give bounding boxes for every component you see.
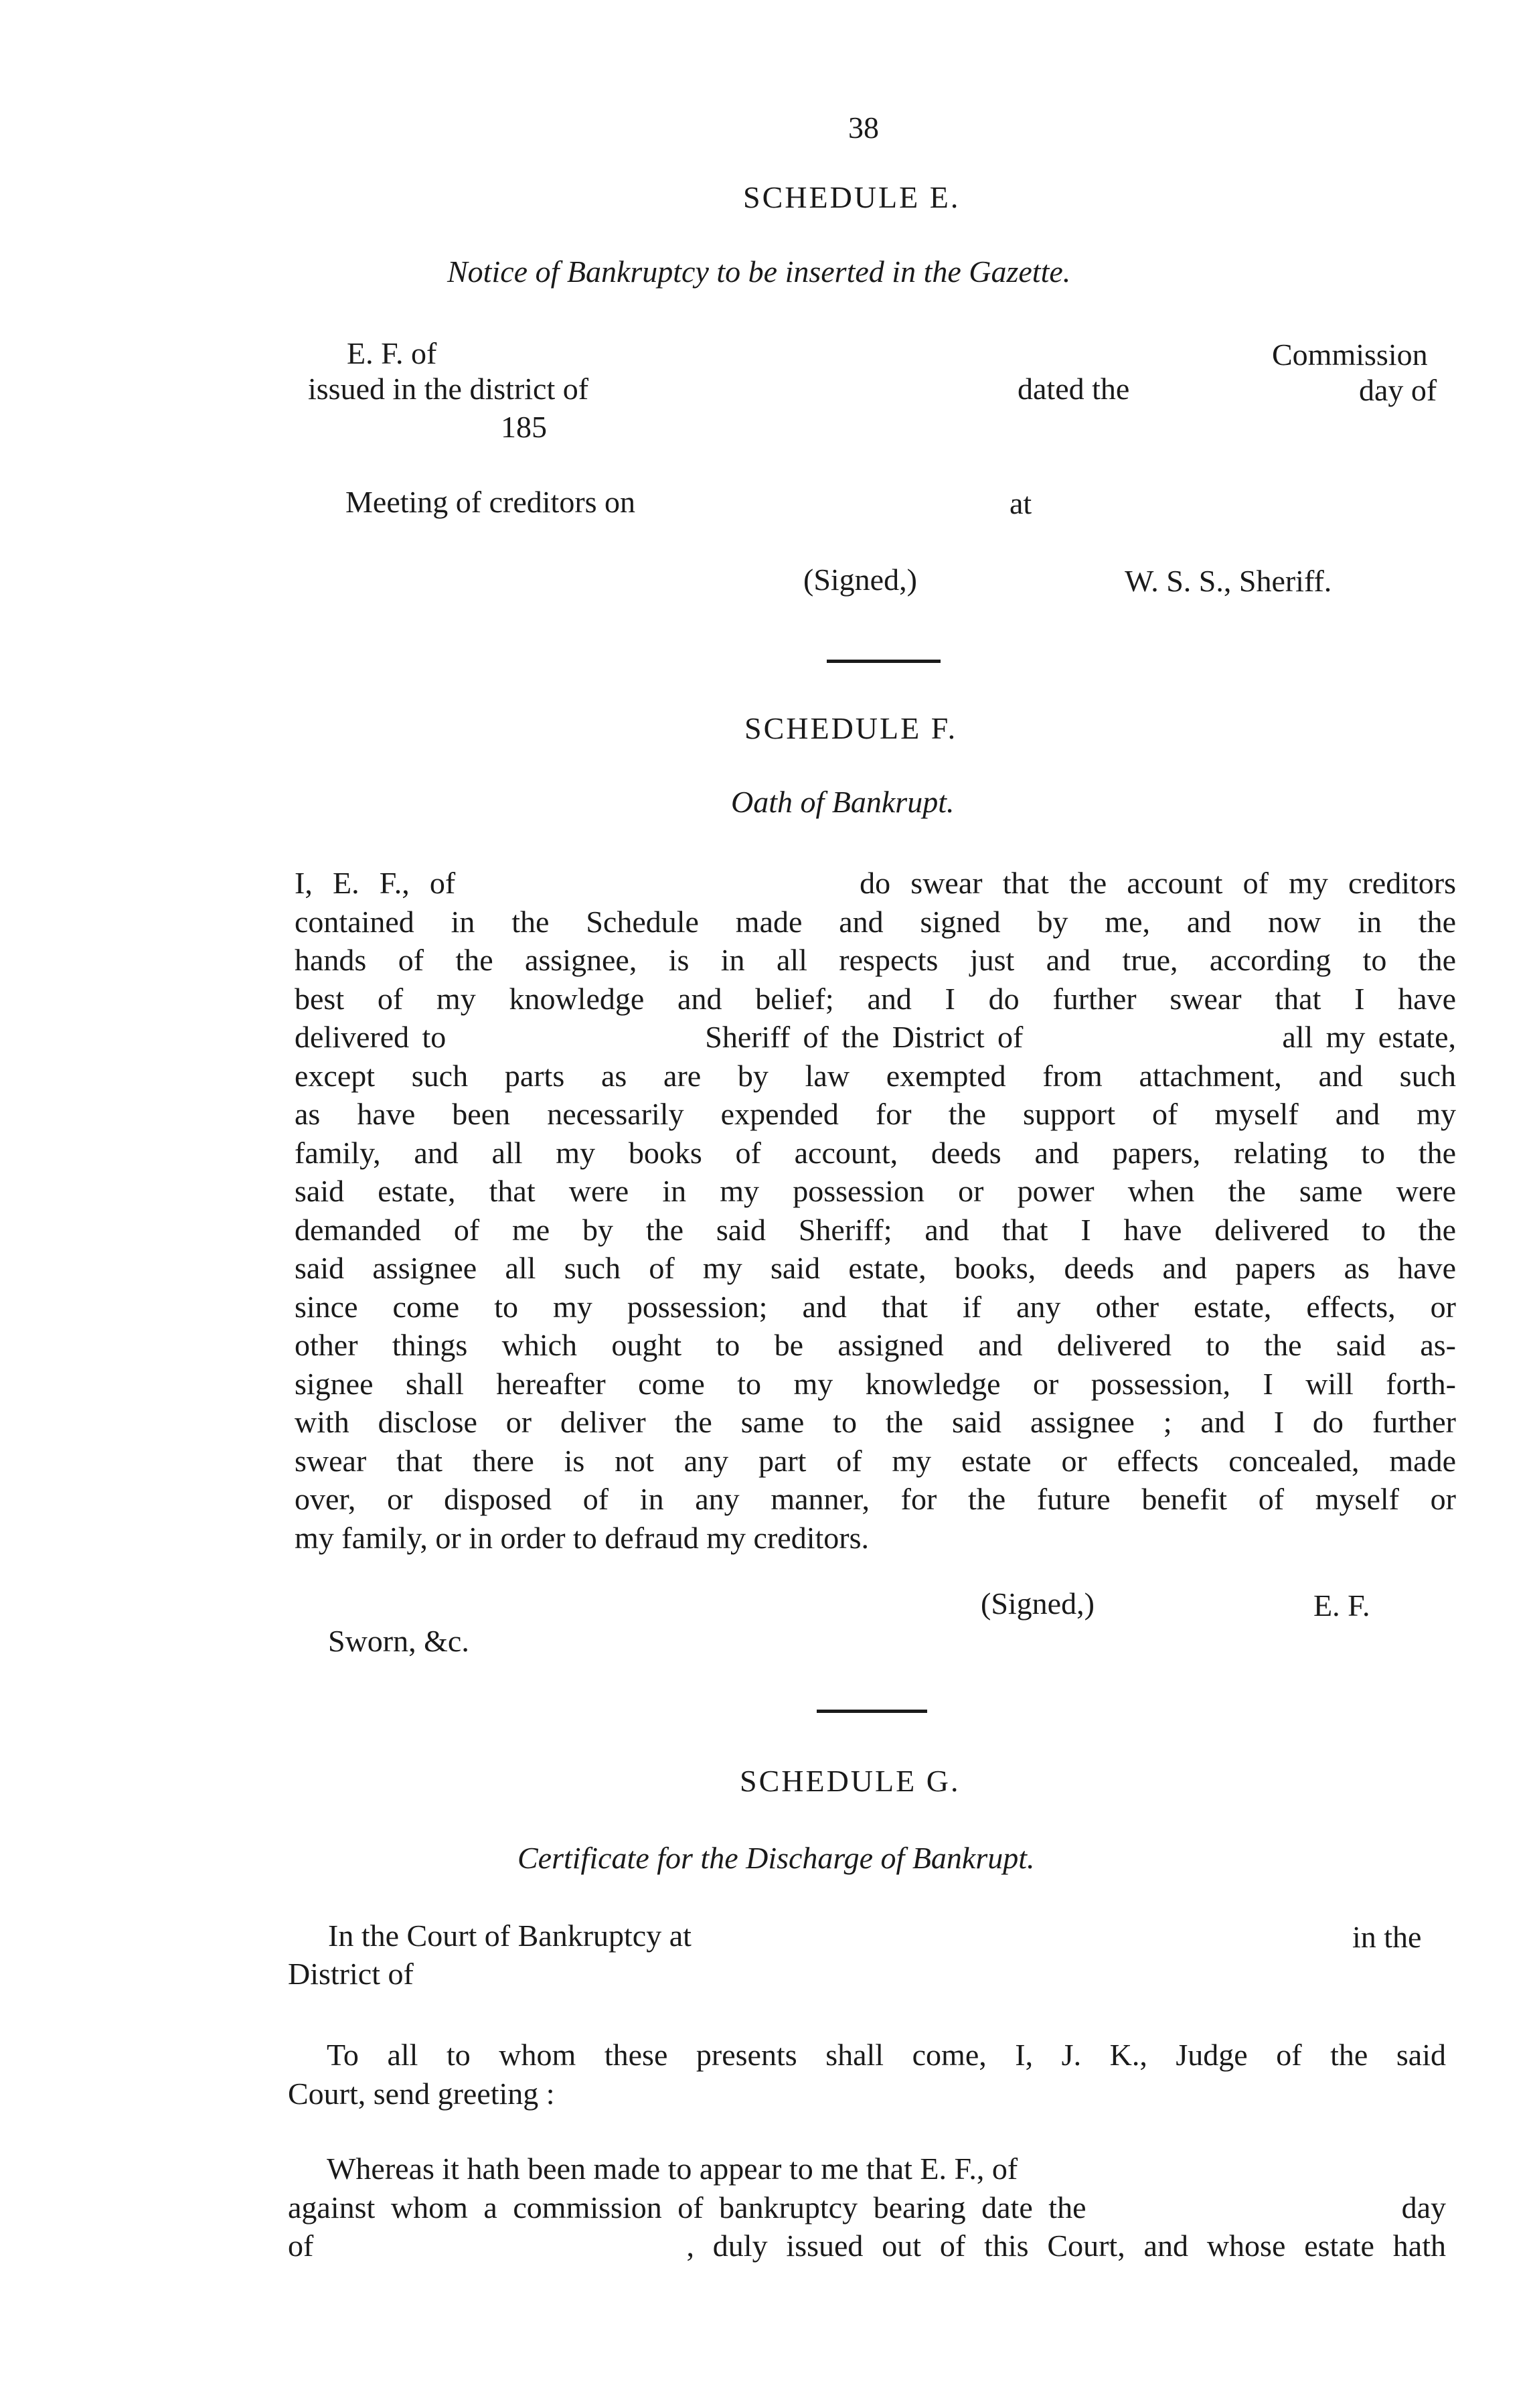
schedule-e-subtitle: Notice of Bankruptcy to be inserted in the Gazette. (447, 254, 1071, 289)
schedule-f-subtitle: Oath of Bankrupt. (731, 785, 955, 819)
oath-line: swear that there is not any part of my estate or effects concealed, made (295, 1443, 1456, 1478)
greeting-line: To all to whom these presents shall come, I, J. K., Judge of the said (327, 2038, 1446, 2072)
oath-line: delivered to Sheriff of the District of all my estate, (295, 1020, 1456, 1054)
schedule-e-ef-of: E. F. of (347, 336, 437, 370)
whereas-paragraph (288, 2150, 1446, 2265)
schedule-e-dated-the: dated the (1018, 372, 1130, 406)
whereas-line: of , duly issued out of this Court, and whose estate hath (288, 2229, 1446, 2263)
schedule-e-issued: issued in the district of (308, 372, 589, 406)
schedule-g-in-the: in the (1352, 1920, 1422, 1954)
oath-line: other things which ought to be assigned and delivered to the said as- (295, 1328, 1456, 1362)
oath-line: I, E. F., of do swear that the account of my creditors (295, 866, 1456, 900)
oath-line: with disclose or deliver the same to the said assignee ; and I do further (295, 1405, 1456, 1439)
separator-rule (827, 660, 941, 663)
oath-line: said assignee all such of my said estate, books, deeds and papers as have (295, 1251, 1456, 1285)
schedule-e-commission: Commission (1272, 337, 1428, 372)
oath-line: said estate, that were in my possession or power when the same were (295, 1174, 1456, 1208)
oath-line: as have been necessarily expended for the support of myself and my (295, 1097, 1456, 1131)
oath-line: my family, or in order to defraud my creditors. (295, 1520, 869, 1555)
schedule-e-heading: SCHEDULE E. (743, 180, 961, 214)
schedule-g-district-of: District of (288, 1957, 414, 1991)
page-number: 38 (848, 110, 879, 145)
schedule-f-sworn: Sworn, &c. (328, 1624, 469, 1658)
schedule-f-heading: SCHEDULE F. (744, 711, 958, 745)
schedule-e-at: at (1010, 486, 1032, 520)
schedule-g-heading: SCHEDULE G. (740, 1764, 961, 1798)
schedule-e-day-of: day of (1359, 373, 1437, 407)
whereas-line: against whom a commission of bankruptcy bearing date the day (288, 2190, 1446, 2225)
oath-line: best of my knowledge and belief; and I do further swear that I have (295, 981, 1456, 1016)
separator-rule (817, 1710, 927, 1713)
schedule-g-subtitle: Certificate for the Discharge of Bankrupt. (517, 1841, 1035, 1875)
schedule-e-meeting: Meeting of creditors on (345, 485, 636, 519)
greeting-line: Court, send greeting : (288, 2076, 555, 2111)
oath-line: family, and all my books of account, deeds and papers, relating to the (295, 1135, 1456, 1170)
oath-line: hands of the assignee, is in all respects just and true, according to the (295, 943, 1456, 977)
schedule-e-year: 185 (501, 410, 547, 444)
schedule-e-signatory: W. S. S., Sheriff. (1125, 564, 1332, 598)
schedule-f-signatory: E. F. (1313, 1588, 1370, 1623)
oath-line: contained in the Schedule made and signed by me, and now in the (295, 904, 1456, 939)
oath-line: over, or disposed of in any manner, for the future benefit of myself or (295, 1482, 1456, 1516)
schedule-f-signed: (Signed,) (981, 1586, 1095, 1621)
whereas-line: Whereas it hath been made to appear to me that E. F., of (327, 2152, 1018, 2186)
schedule-g-court-line: In the Court of Bankruptcy at (328, 1918, 692, 1953)
greeting-paragraph (288, 2036, 1446, 2113)
oath-line: signee shall hereafter come to my knowledge or possession, I will forth- (295, 1366, 1456, 1401)
oath-line: demanded of me by the said Sheriff; and that I have delivered to the (295, 1212, 1456, 1247)
schedule-e-signed: (Signed,) (803, 562, 917, 597)
oath-paragraph (295, 864, 1456, 1557)
oath-line: since come to my possession; and that if any other estate, effects, or (295, 1289, 1456, 1324)
oath-line: except such parts as are by law exempted from attachment, and such (295, 1058, 1456, 1093)
